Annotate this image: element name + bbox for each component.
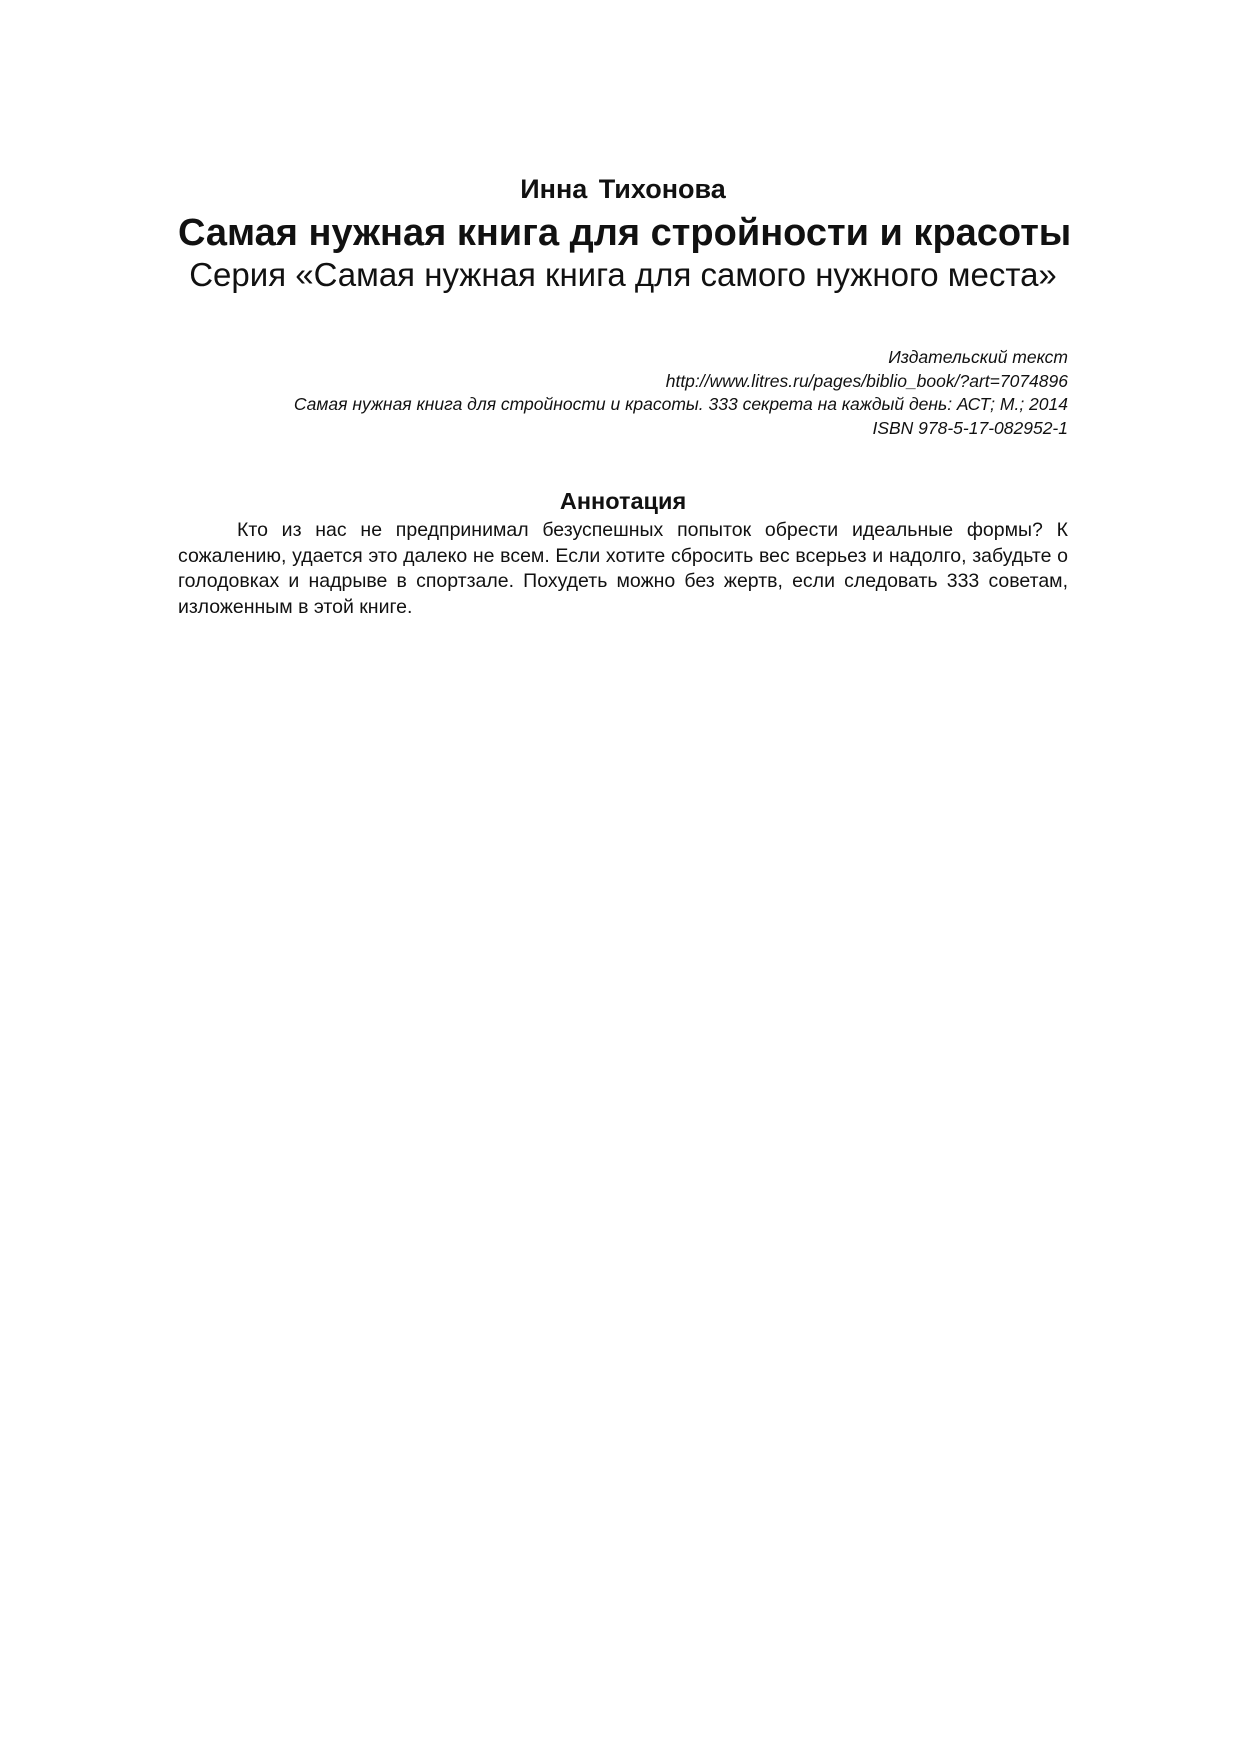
publisher-url: http://www.litres.ru/pages/biblio_book/?art=7074896 (665, 370, 1068, 391)
publisher-info (178, 346, 1068, 440)
publisher-label: Издательский текст (888, 347, 1068, 367)
isbn: ISBN 978-5-17-082952-1 (872, 417, 1068, 438)
book-series: Серия «Самая нужная книга для самого нужного места» (189, 256, 1057, 293)
publisher-citation: Самая нужная книга для стройности и красоты. 333 секрета на каждый день: АСТ; М.; 2014 (293, 394, 1068, 414)
annotation-heading: Аннотация (559, 488, 687, 514)
annotation-text: Кто из нас не предпринимал безуспешных попыток обрести идеальные формы? К сожалению, удается это далеко не всем. Если хотите сбросить вес всерьез и надолго, забудьте о голодовках и надрыве в спортзале. Похудеть можно без жертв, если следовать 333 советам, изложенным в этой книге. (178, 519, 1068, 618)
book-title: Самая нужная книга для стройности и красоты (178, 212, 1072, 254)
book-author: Инна Тихонова (520, 174, 726, 204)
